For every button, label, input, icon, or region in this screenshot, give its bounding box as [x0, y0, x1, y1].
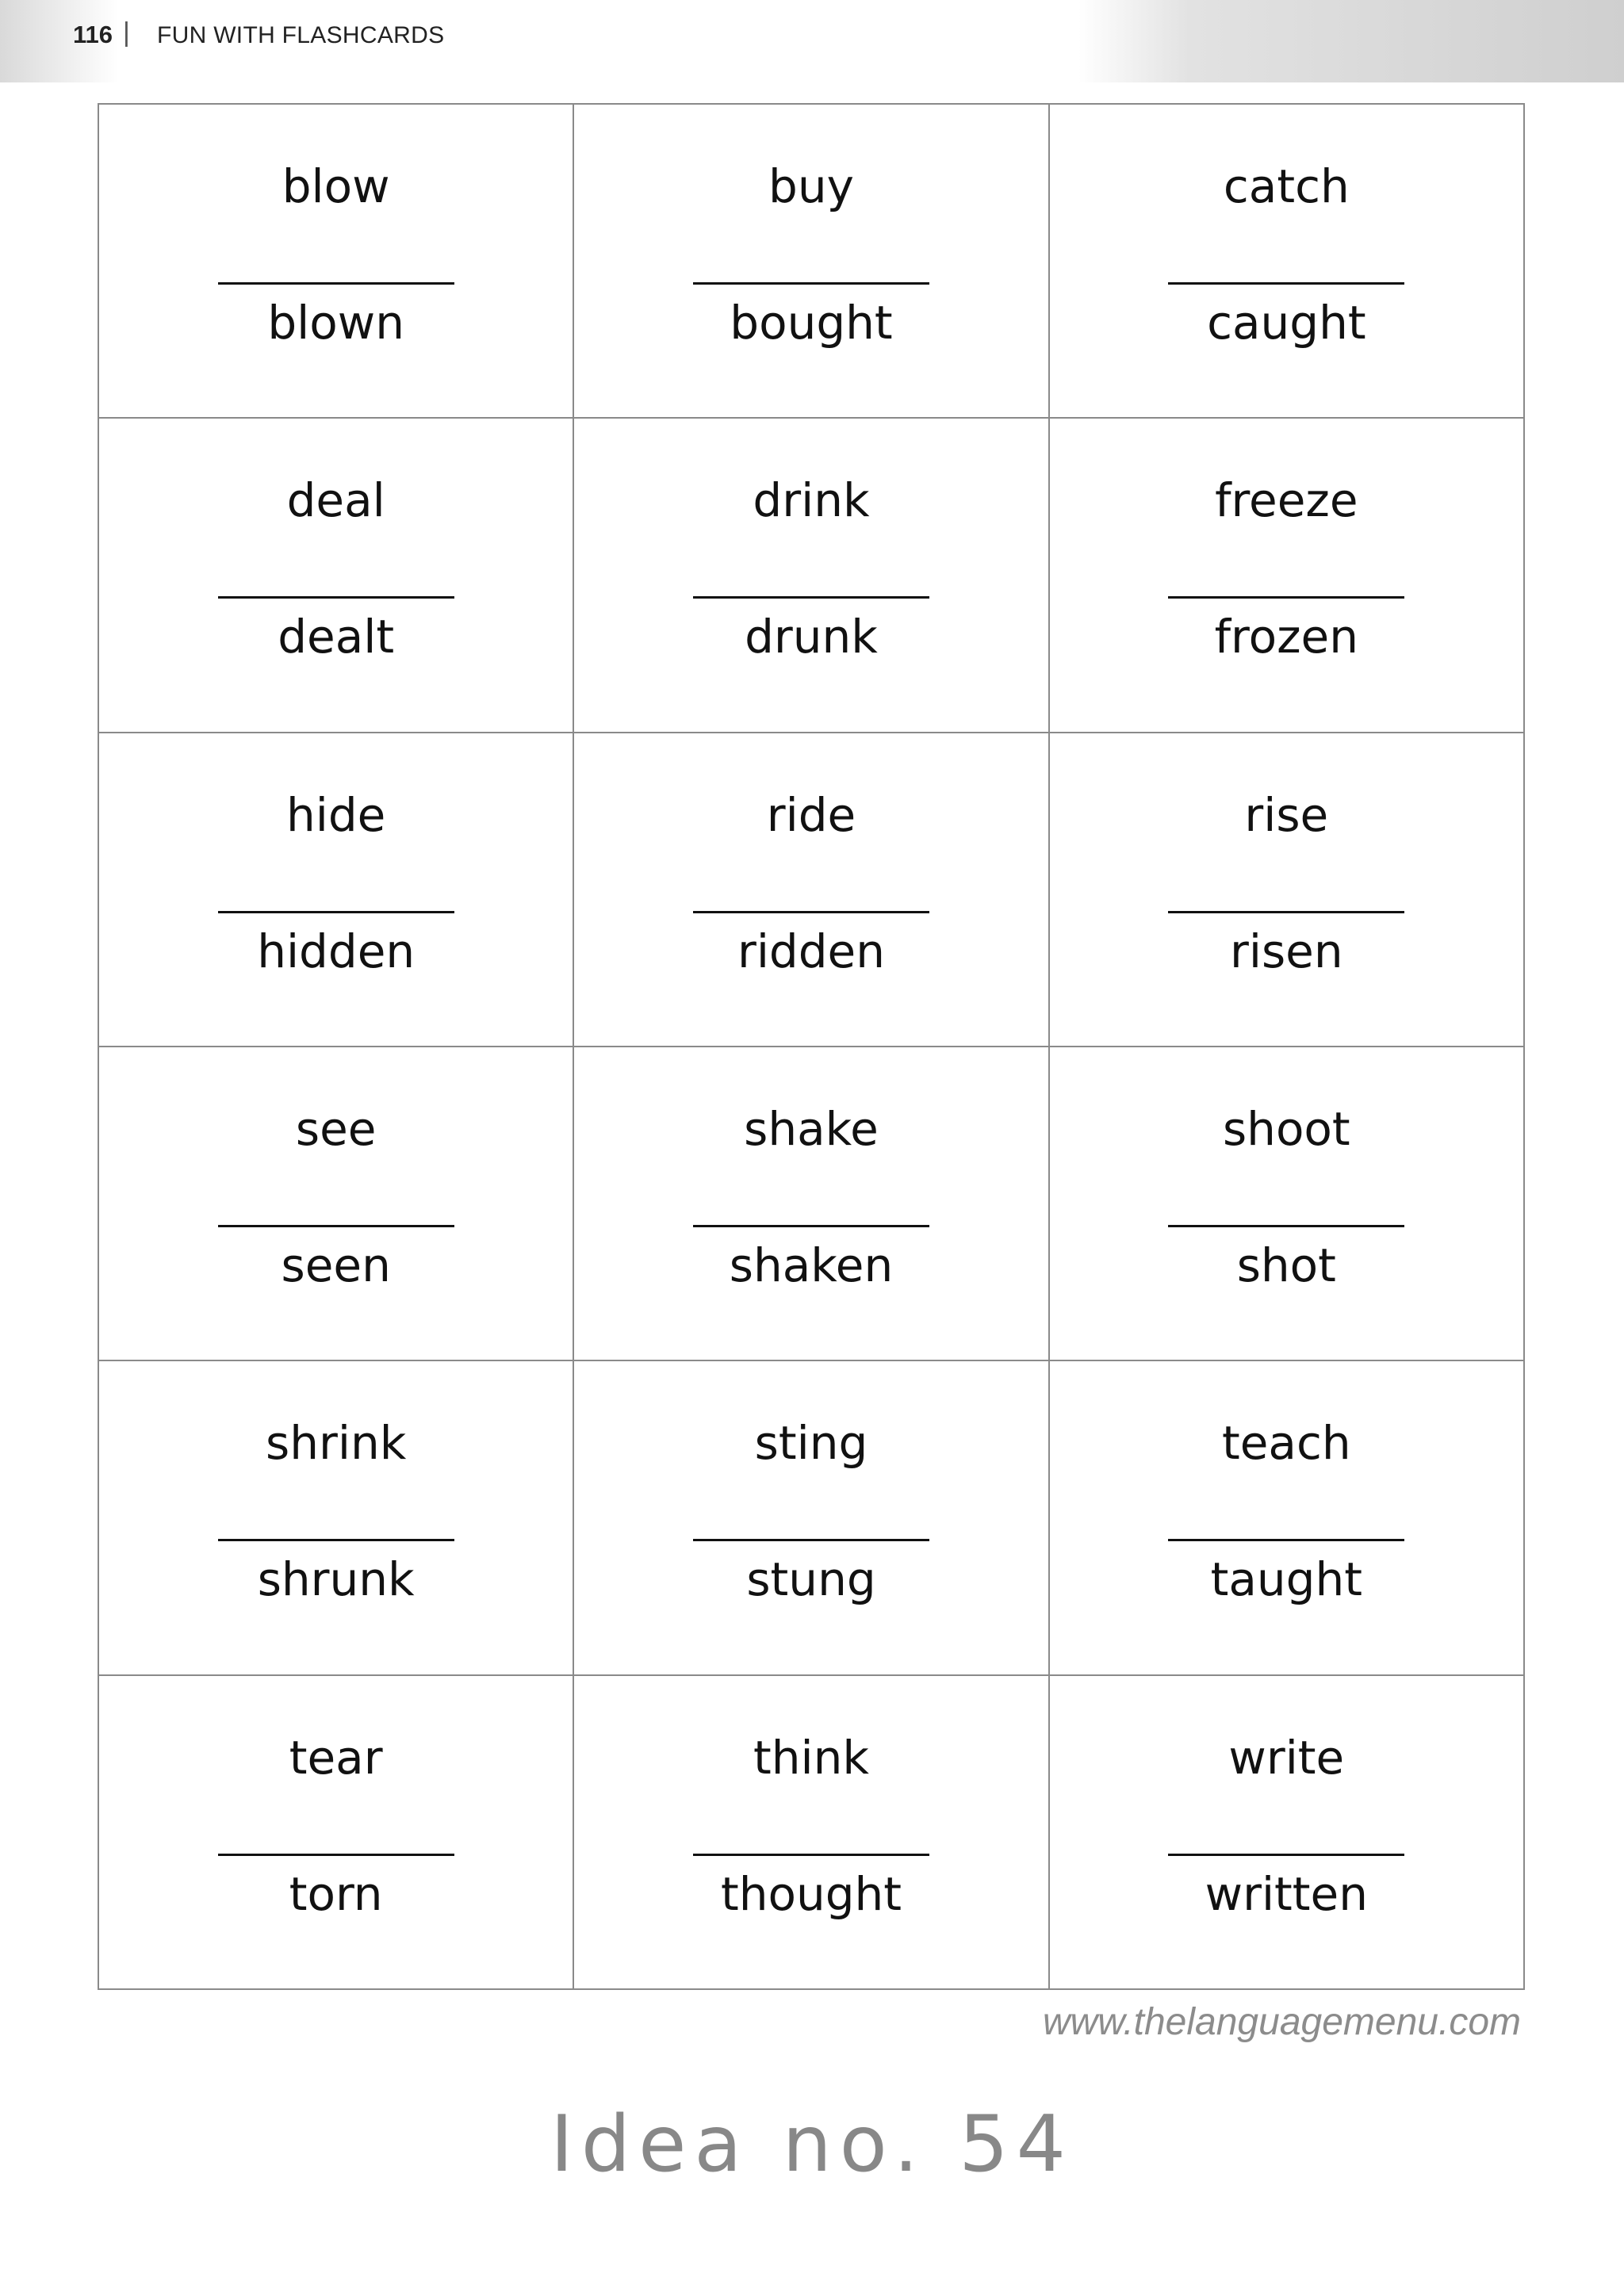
page-number: 116	[73, 21, 113, 48]
past-participle: blown	[267, 296, 404, 350]
page-header	[0, 0, 1624, 82]
answer-line	[693, 911, 929, 913]
answer-line	[218, 282, 454, 285]
flashcard	[1050, 1676, 1525, 1990]
base-form: teach	[1222, 1416, 1351, 1471]
past-participle: written	[1205, 1866, 1368, 1921]
answer-line	[693, 1539, 929, 1541]
flashcard	[1050, 1361, 1525, 1675]
flashcard	[1050, 105, 1525, 419]
base-form: write	[1228, 1730, 1345, 1785]
header-separator: |	[123, 17, 130, 48]
past-participle: stung	[746, 1552, 876, 1607]
base-form: catch	[1223, 159, 1350, 213]
past-participle: risen	[1230, 924, 1343, 978]
past-participle: caught	[1207, 296, 1366, 350]
flashcard	[574, 105, 1049, 419]
answer-line	[218, 911, 454, 913]
answer-line	[218, 596, 454, 599]
past-participle: hidden	[257, 924, 416, 978]
past-participle: ridden	[737, 924, 886, 978]
answer-line	[693, 1854, 929, 1856]
past-participle: shrunk	[257, 1552, 415, 1607]
idea-number: Idea no. 54	[550, 2099, 1074, 2190]
flashcard	[99, 733, 574, 1047]
website-url: www.thelanguagemenu.com	[1042, 2001, 1521, 2043]
base-form: freeze	[1215, 473, 1358, 528]
base-form: ride	[766, 787, 856, 842]
base-form: drink	[753, 473, 870, 528]
base-form: think	[753, 1730, 869, 1785]
past-participle: taught	[1210, 1552, 1362, 1607]
answer-line	[1168, 1225, 1404, 1227]
answer-line	[1168, 1854, 1404, 1856]
flashcard	[99, 1361, 574, 1675]
base-form: shoot	[1222, 1102, 1350, 1156]
base-form: rise	[1244, 787, 1329, 842]
past-participle: torn	[289, 1866, 383, 1921]
flashcard-grid	[98, 103, 1525, 1990]
answer-line	[693, 282, 929, 285]
base-form: buy	[768, 159, 854, 213]
past-participle: dealt	[278, 610, 395, 664]
flashcard	[1050, 419, 1525, 733]
base-form: blow	[282, 159, 390, 213]
answer-line	[218, 1854, 454, 1856]
flashcard	[99, 1676, 574, 1990]
flashcard	[574, 1361, 1049, 1675]
past-participle: seen	[281, 1238, 391, 1292]
past-participle: shaken	[729, 1238, 894, 1292]
base-form: shrink	[266, 1416, 407, 1471]
past-participle: thought	[720, 1866, 902, 1921]
base-form: deal	[286, 473, 385, 528]
flashcard	[99, 419, 574, 733]
answer-line	[1168, 911, 1404, 913]
flashcard	[1050, 733, 1525, 1047]
answer-line	[693, 596, 929, 599]
answer-line	[693, 1225, 929, 1227]
running-title: FUN WITH FLASHCARDS	[157, 22, 445, 48]
base-form: hide	[285, 787, 386, 842]
flashcard	[574, 1047, 1049, 1361]
base-form: tear	[289, 1730, 383, 1785]
past-participle: frozen	[1214, 610, 1358, 664]
base-form: see	[295, 1102, 377, 1156]
answer-line	[1168, 282, 1404, 285]
answer-line	[1168, 596, 1404, 599]
flashcard	[1050, 1047, 1525, 1361]
flashcard	[99, 105, 574, 419]
flashcard	[574, 1676, 1049, 1990]
past-participle: bought	[730, 296, 893, 350]
past-participle: drunk	[745, 610, 878, 664]
flashcard	[574, 733, 1049, 1047]
answer-line	[218, 1225, 454, 1227]
answer-line	[1168, 1539, 1404, 1541]
base-form: sting	[754, 1416, 868, 1471]
base-form: shake	[744, 1102, 879, 1156]
flashcard	[574, 419, 1049, 733]
flashcard	[99, 1047, 574, 1361]
answer-line	[218, 1539, 454, 1541]
past-participle: shot	[1236, 1238, 1336, 1292]
